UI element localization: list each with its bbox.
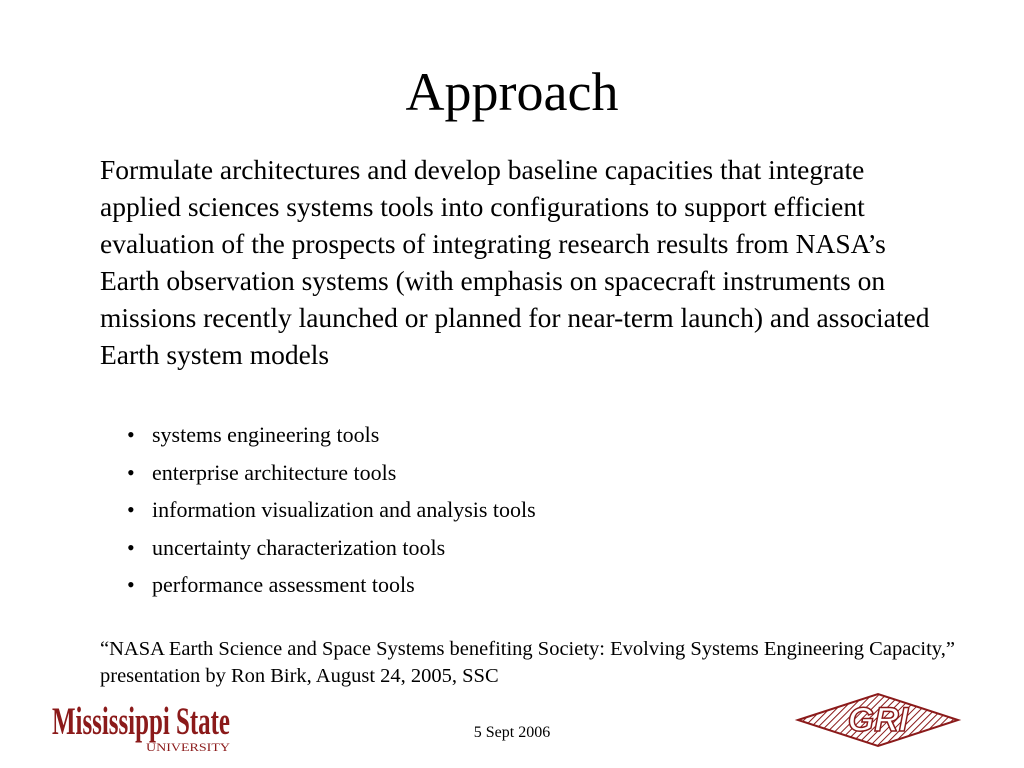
bullet-item	[127, 529, 536, 567]
gri-logo	[796, 692, 960, 748]
msu-wordmark: Mississippi State	[52, 699, 230, 743]
msu-university-label: UNIVERSITY	[146, 740, 231, 754]
bullet-icon: •	[127, 422, 135, 447]
bullet-text: information visualization and analysis tools	[152, 497, 536, 522]
bullet-icon: •	[127, 534, 135, 560]
bullet-item	[127, 416, 536, 454]
bullet-item	[127, 454, 536, 492]
slide-title: Approach	[405, 62, 619, 122]
bullet-icon: •	[127, 459, 135, 485]
bullet-item	[127, 491, 536, 529]
bullet-icon: •	[127, 572, 135, 597]
body-paragraph: Formulate architectures and develop baseline capacities that integrate applied sciences systems tools into configurations to support efficient evaluation of the prospects of integrating research results from NASA’s Earth observation systems (with emphasis on spacecraft instruments on missions recently launched or planned for near-term launch) and associated Earth system models	[100, 154, 930, 370]
bullet-text: uncertainty characterization tools	[152, 534, 446, 560]
bullet-text: performance assessment tools	[152, 572, 415, 597]
gri-wordmark: GRI	[847, 701, 909, 739]
bullet-icon: •	[127, 497, 135, 522]
bullet-text: enterprise architecture tools	[152, 459, 397, 485]
bullet-item	[127, 566, 536, 604]
footer-date: 5 Sept 2006	[473, 724, 551, 741]
bullet-text: systems engineering tools	[152, 422, 380, 447]
citation: “NASA Earth Science and Space Systems benefiting Society: Evolving Systems Engineering Capacity,” presentation by Ron Birk, August 24, 2005, SSC	[100, 638, 955, 687]
bullet-list	[127, 416, 536, 604]
